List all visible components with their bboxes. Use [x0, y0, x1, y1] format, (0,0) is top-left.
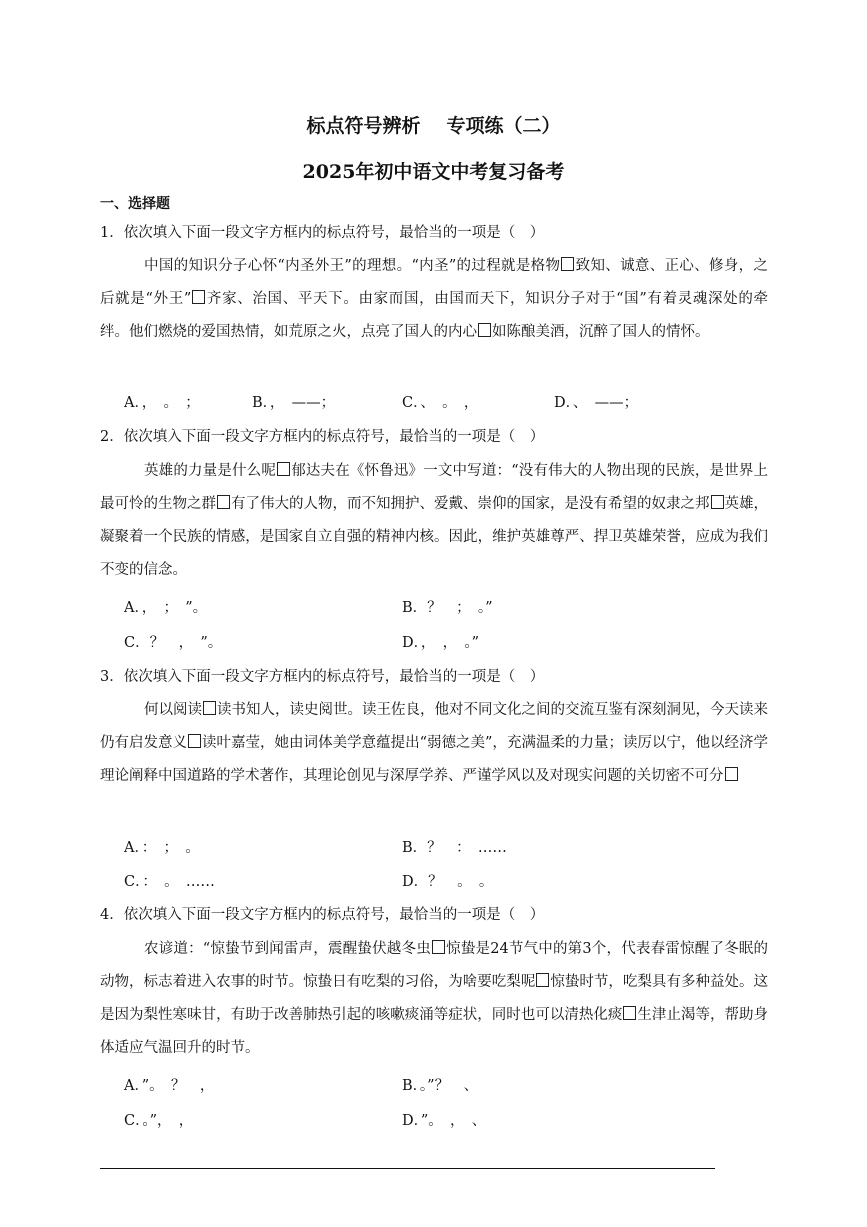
footer-rule [100, 1168, 715, 1169]
title-main: 标点符号辨析 [306, 115, 421, 137]
option-c[interactable]: C．？ ， ”。 [124, 635, 223, 651]
option-c[interactable]: C．、 。 ， [402, 395, 479, 411]
blank-box [711, 495, 724, 509]
option-b[interactable]: B．？ ： …… [402, 840, 507, 856]
blank-box [188, 734, 201, 748]
question-3-stem: 3．依次填入下面一段文字方框内的标点符号，最恰当的一项是（ ） [100, 669, 545, 685]
blank-box [203, 701, 216, 715]
blank-box [478, 323, 491, 337]
blank-box [217, 495, 230, 509]
option-a[interactable]: A．， ； ”。 [124, 600, 208, 616]
option-b[interactable]: B．， ——； [252, 395, 336, 411]
blank-box [192, 290, 205, 304]
question-1-stem: 1．依次填入下面一段文字方框内的标点符号，最恰当的一项是（ ） [100, 225, 545, 241]
question-1-passage: 中国的知识分子心怀“内圣外王”的理想。“内圣”的过程就是格物 致知、诚意、正心、修身，之后就是“外王” 齐家、治国、平天下。由家而国，由国而天下，知识分子对于“国”有着灵魂深处的牵绊。他们燃烧的爱国热情，如荒原之火，点亮了国人的内心 如陈酿美酒，沉醉了国人的情怀。 [100, 258, 768, 340]
option-d[interactable]: D．”。 ， 、 [402, 1113, 487, 1129]
question-4-stem: 4．依次填入下面一段文字方框内的标点符号，最恰当的一项是（ ） [100, 907, 545, 923]
page-title [0, 111, 867, 138]
option-c[interactable]: C．： 。 …… [124, 874, 215, 890]
question-3-passage: 何以阅读 读书知人，读史阅世。读王佐良，他对不同文化之间的交流互鉴有深刻洞见，今天读来仍有启发意义 读叶嘉莹，她由词体美学意蕴提出“弱德之美”，充满温柔的力量；读厉以宁，他以经济学理论阐释中国道路的学术著作，其理论创见与深厚学养、严谨学风以及对现实问题的关切密不可分 [100, 702, 769, 784]
option-a[interactable]: A．： ； 。 [124, 840, 200, 856]
question-2-stem: 2．依次填入下面一段文字方框内的标点符号，最恰当的一项是（ ） [100, 429, 545, 445]
blank-box [432, 940, 445, 954]
blank-box [561, 257, 574, 271]
option-d[interactable]: D．、 ——； [554, 395, 639, 411]
option-a[interactable]: A．”。 ？ ， [124, 1078, 215, 1094]
title-sub: 专项练（二） [446, 115, 561, 137]
question-2-passage: 英雄的力量是什么呢 郁达夫在《怀鲁迅》一文中写道：“没有伟大的人物出现的民族，是世界上最可怜的生物之群 有了伟大的人物，而不知拥护、爱戴、崇仰的国家，是没有希望的奴隶之邦 英雄，凝聚着一个民族的情感，是国家自立自强的精神内核。因此，维护英雄尊严、捍卫英雄荣誉，应成为我们不变的信念。 [100, 463, 769, 578]
blank-box [623, 1006, 636, 1020]
option-d[interactable]: D．， ， 。” [402, 635, 480, 651]
option-d[interactable]: D．？ 。 。 [402, 874, 494, 890]
option-b[interactable]: B．？ ； 。” [402, 600, 493, 616]
page-subtitle: 2025年初中语文中考复习备考 [302, 161, 565, 183]
blank-box [536, 973, 549, 987]
section-heading: 一、选择题 [100, 196, 170, 212]
question-4-passage: 农谚道：“惊蛰节到闻雷声，震醒蛰伏越冬虫 惊蛰是24节气中的第3个，代表春雷惊醒了冬眠的动物，标志着进入农事的时节。惊蛰日有吃梨的习俗，为啥要吃梨呢 惊蛰时节，吃梨具有多种益处。这是因为梨性寒味甘，有助于改善肺热引起的咳嗽痰涌等症状，同时也可以清热化痰 生津止渴等，帮助身体适应气温回升的时节。 [100, 941, 769, 1056]
option-b[interactable]: B．。”？ 、 [402, 1078, 479, 1094]
blank-box [277, 462, 290, 476]
option-a[interactable]: A．， 。 ； [124, 395, 200, 411]
blank-box [725, 767, 738, 781]
option-c[interactable]: C．。”， ， [124, 1113, 194, 1129]
